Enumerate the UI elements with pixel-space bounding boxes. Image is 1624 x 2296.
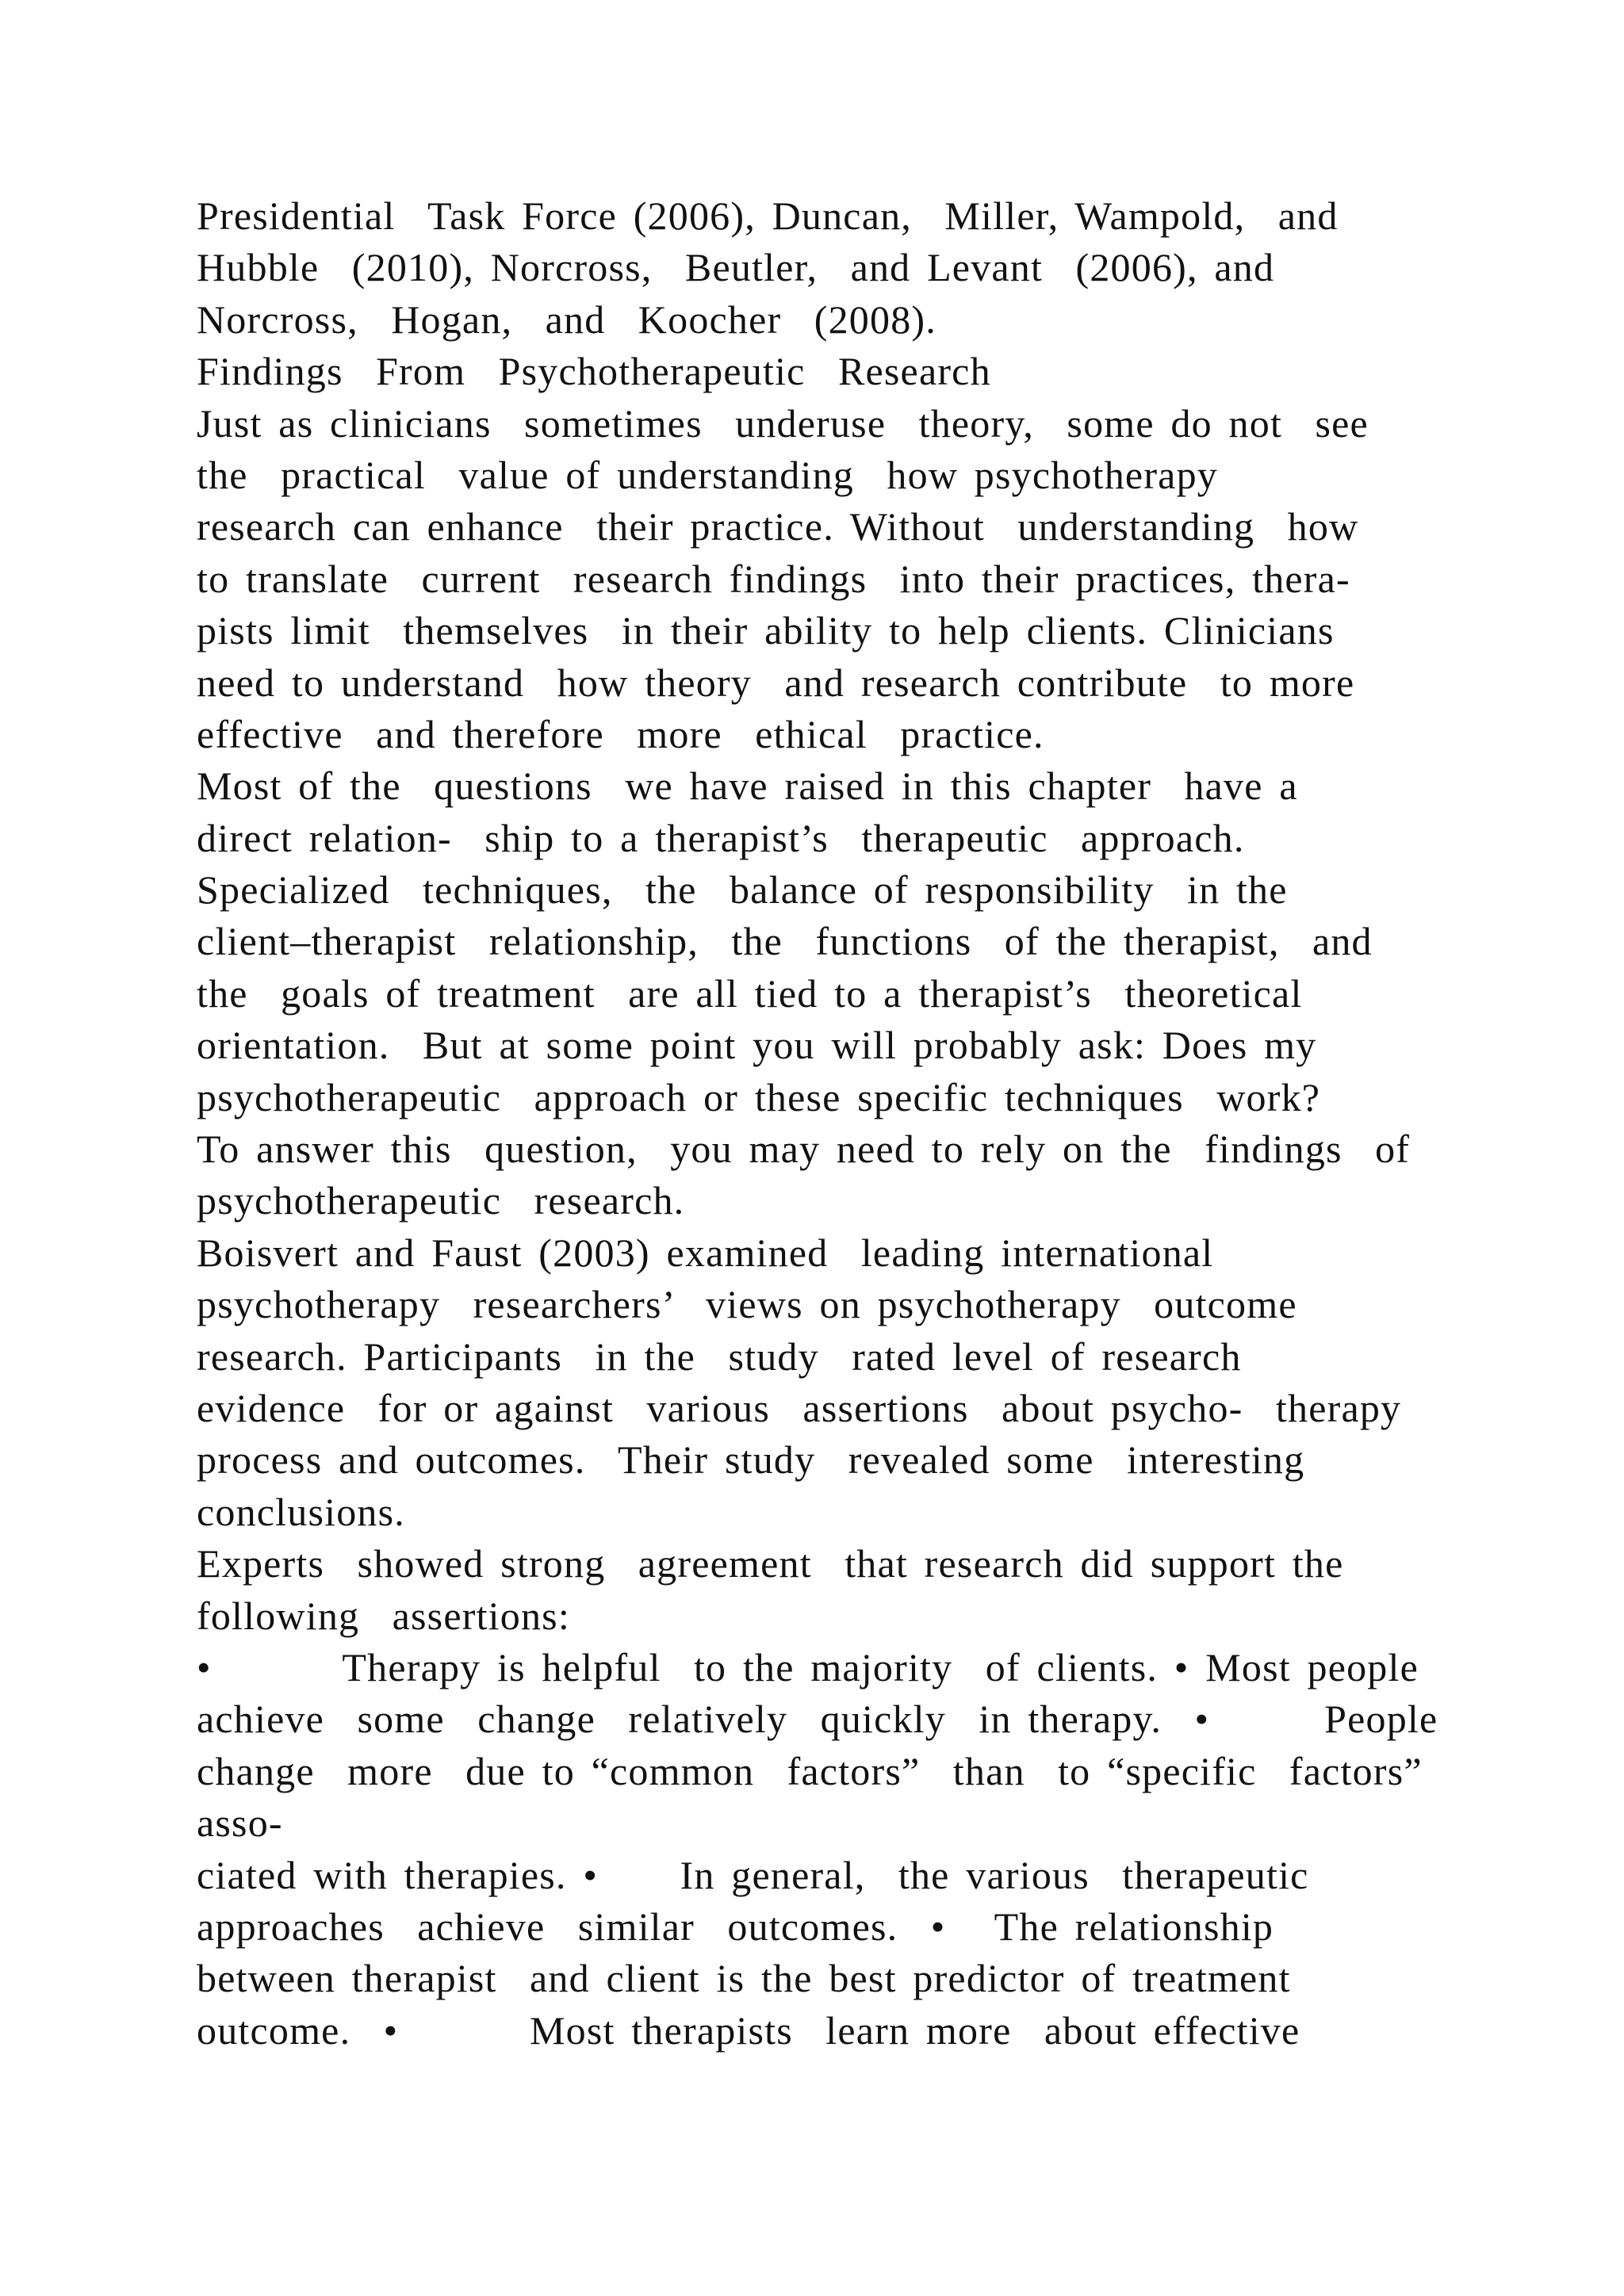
text-line-14: Specialized techniques, the balance of responsibility in the bbox=[197, 867, 1288, 913]
text-line-31: change more due to “common factors” than to “specific factors” bbox=[197, 1748, 1423, 1793]
bullet-line-34: approaches achieve similar outcomes. • The relationship bbox=[197, 1904, 1274, 1949]
text-line-35: between therapist and client is the best predictor of treatment bbox=[197, 1956, 1291, 2001]
text-line-24: evidence for or against various assertions about psycho- therapy bbox=[197, 1385, 1402, 1430]
text-line-20: psychotherapeutic research. bbox=[197, 1178, 685, 1223]
body-text bbox=[197, 190, 1450, 2057]
text-line-15: client–therapist relationship, the functions of the therapist, and bbox=[197, 919, 1373, 964]
text-line-9: pists limit themselves in their ability to help clients. Clinicians bbox=[197, 608, 1335, 653]
bullet-line-33: ciated with therapies. • In general, the various therapeutic bbox=[197, 1852, 1309, 1897]
bullet-line-30: achieve some change relatively quickly in therapy. • People bbox=[197, 1697, 1438, 1742]
bullet-line-29: • Therapy is helpful to the majority of clients. • Most people bbox=[197, 1644, 1419, 1689]
text-line-1: Presidential Task Force (2006), Duncan, Miller, Wampold, and bbox=[197, 193, 1339, 238]
text-line-12: Most of the questions we have raised in this chapter have a bbox=[197, 763, 1298, 809]
bullet-line-36: outcome. • Most therapists learn more about effective bbox=[197, 2007, 1300, 2053]
text-line-21: Boisvert and Faust (2003) examined leading international bbox=[197, 1230, 1214, 1275]
text-line-27: Experts showed strong agreement that research did support the bbox=[197, 1541, 1344, 1586]
section-heading: Findings From Psychotherapeutic Research bbox=[197, 349, 991, 394]
text-line-19: To answer this question, you may need to rely on the findings of bbox=[197, 1127, 1411, 1172]
text-line-5: Just as clinicians sometimes underuse theory, some do not see bbox=[197, 400, 1369, 446]
text-line-25: process and outcomes. Their study revealed some interesting bbox=[197, 1437, 1305, 1483]
text-line-7: research can enhance their practice. Without understanding how bbox=[197, 504, 1359, 549]
text-line-13: direct relation- ship to a therapist’s therapeutic approach. bbox=[197, 815, 1245, 860]
text-line-11: effective and therefore more ethical practice. bbox=[197, 711, 1044, 756]
text-line-10: need to understand how theory and research contribute to more bbox=[197, 660, 1355, 705]
text-line-3: Norcross, Hogan, and Koocher (2008). bbox=[197, 297, 936, 342]
text-line-6: the practical value of understanding how psychotherapy bbox=[197, 452, 1218, 497]
text-line-2: Hubble (2010), Norcross, Beutler, and Levant (2006), and bbox=[197, 245, 1275, 290]
text-line-28: following assertions: bbox=[197, 1593, 570, 1638]
text-line-17: orientation. But at some point you will probably ask: Does my bbox=[197, 1023, 1317, 1068]
text-line-16: the goals of treatment are all tied to a therapist’s theoretical bbox=[197, 970, 1303, 1016]
text-line-22: psychotherapy researchers’ views on psychotherapy outcome bbox=[197, 1282, 1297, 1327]
text-line-8: to translate current research findings into their practices, thera- bbox=[197, 556, 1350, 601]
text-line-23: research. Participants in the study rated level of research bbox=[197, 1334, 1242, 1379]
text-line-26: conclusions. bbox=[197, 1489, 405, 1534]
text-line-18: psychotherapeutic approach or these specific techniques work? bbox=[197, 1074, 1321, 1119]
text-line-32: asso- bbox=[197, 1800, 283, 1846]
